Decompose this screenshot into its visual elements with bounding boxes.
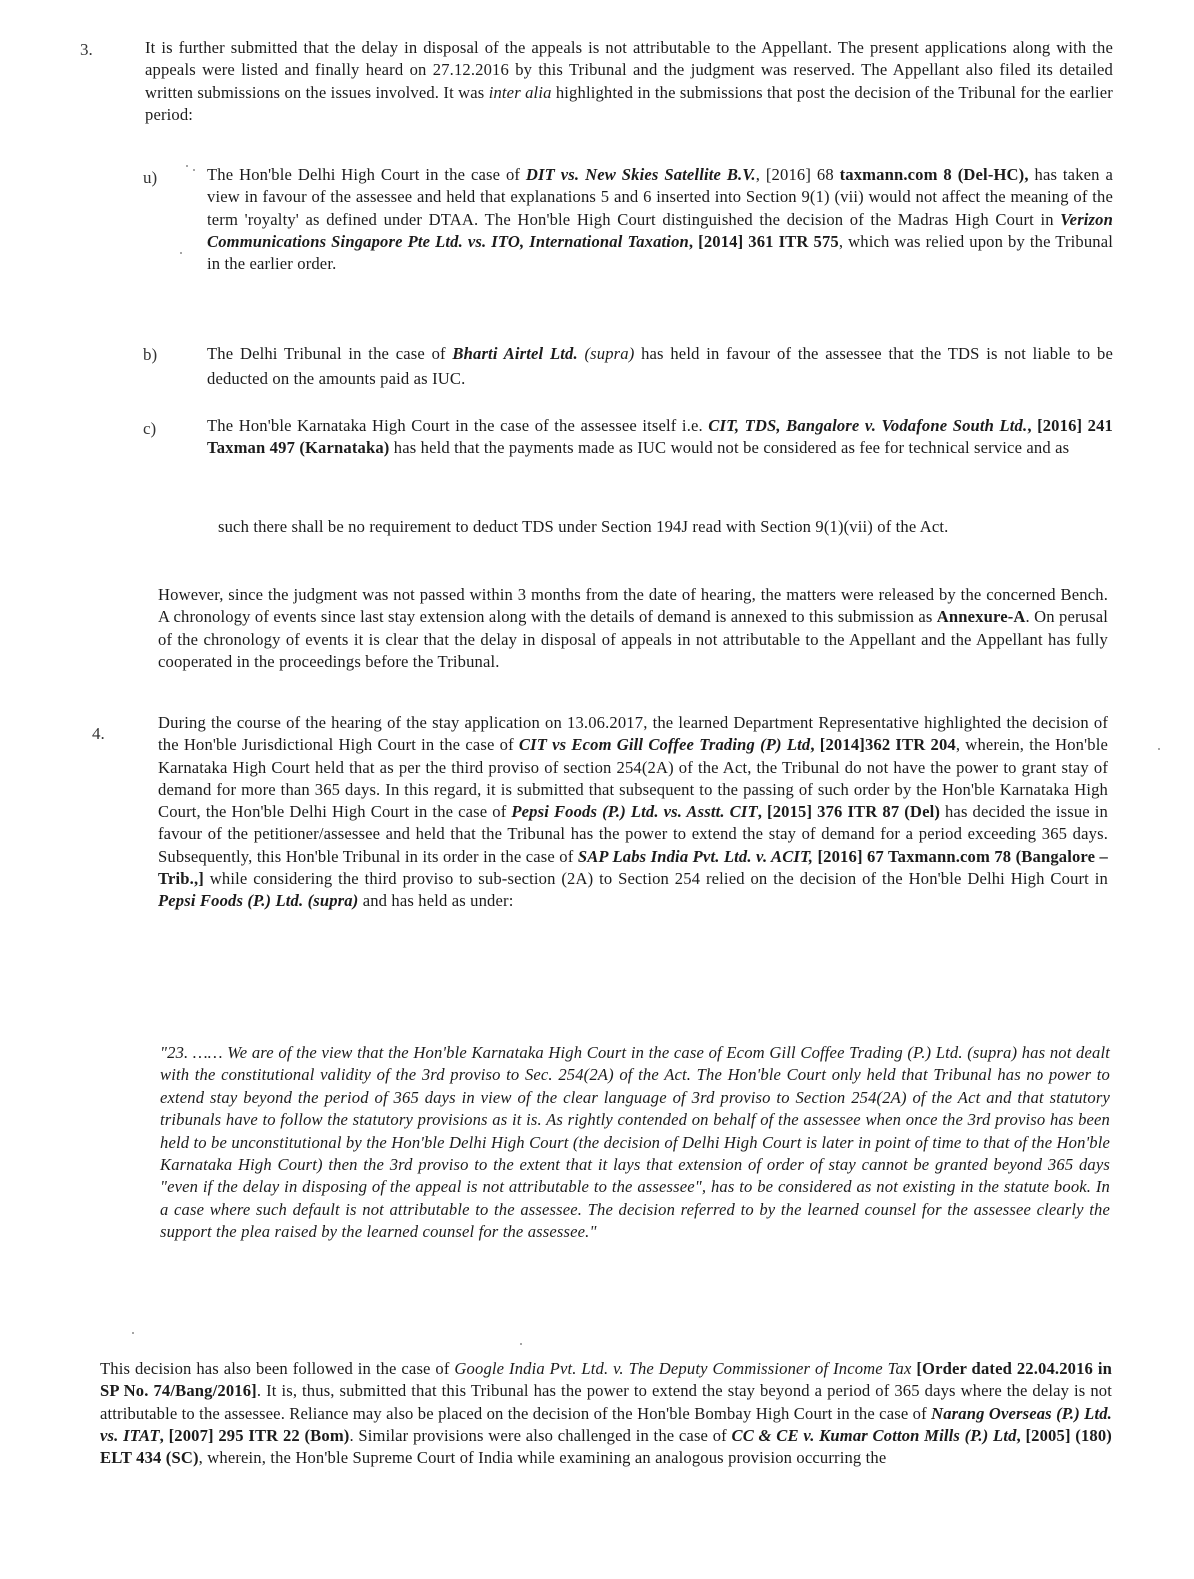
body-text: . On perusal of the chronology of events it is clear that the delay in disposal of appeals in not attributable to the Appellant and the Appellant has fully cooperated in the proceedings before the Tribunal. xyxy=(158,607,1108,671)
body-text: and has held as under: xyxy=(358,891,514,911)
citation-text: , [2014]362 ITR 204 xyxy=(810,735,956,755)
intro-text: It is further submitted that the delay in disposal of the appeals is not attributable to the Appellant. The present applications along with the appeals were listed and finally heard on 27.12.2016 by this Tribunal and the judgment was reserved. The Appellant also filed its detailed written submissions on the issues involved. It was xyxy=(145,38,1113,102)
citation-text: [Order dated 22.04.2016 in SP No. 74/Bang/2016] xyxy=(100,1359,1112,1401)
citation-text: Narang Overseas (P.) Ltd. vs. ITAT xyxy=(100,1403,1112,1445)
body-text: The Hon'ble Karnataka High Court in the case of the assessee itself i.e. xyxy=(207,416,709,435)
citation-text: (supra) xyxy=(303,891,359,911)
paragraph-number-3: 3. xyxy=(80,40,93,59)
scan-speck xyxy=(1158,748,1160,750)
item-marker-a: u) xyxy=(143,168,158,187)
body-text: However, since the judgment was not passed within 3 months from the date of hearing, the matters were released by the concerned Bench. A chronology of events since last stay extension along with the details of demand is annexed to this submission as xyxy=(158,585,1108,627)
scan-speck xyxy=(193,169,195,171)
citation-text: taxmann.com 8 (Del-HC), xyxy=(839,165,1029,184)
continuation-text: such there shall be no requirement to deduct TDS under Section 194J read with Section 9(1)(vii) of the Act. xyxy=(218,517,949,536)
citation-text: , [2015] 376 ITR 87 (Del) xyxy=(757,802,941,822)
body-text: , wherein, the Hon'ble Karnataka High Court held that as per the third proviso of section 254(2A) of the Act, the Tribunal do not have the power to grant stay of demand for more than 365 days. In this regard, it is submitted that subsequent to the passing of such order by the Hon'ble Karnataka High Court, the Hon'ble Delhi High Court in the case of xyxy=(158,735,1108,822)
body-text: . It is, thus, submitted that this Tribunal has the power to extend the stay beyond a period of 365 days where the delay is not attributable to the assessee. Reliance may also be placed on the decision of the Hon'ble Bombay High Court in the case of xyxy=(100,1381,1113,1423)
citation-text: , [2016] 241 Taxman 497 (Karnataka) xyxy=(207,416,1113,458)
list-item-c xyxy=(207,415,1113,460)
body-text: , [2016] 68 xyxy=(755,165,840,184)
citation-text: SAP Labs India Pvt. Ltd. v. ACIT, xyxy=(577,846,814,866)
paragraph-3-intro xyxy=(145,37,1113,126)
paragraph-4-body xyxy=(158,712,1108,913)
body-text: has held in favour of the assessee that the TDS is not liable to be deducted on the amounts paid as IUC. xyxy=(207,344,1113,388)
citation-text: CIT, TDS, Bangalore v. Vodafone South Ltd. xyxy=(708,416,1028,435)
inter-alia: inter alia xyxy=(488,82,552,102)
citation-text: Annexure-A xyxy=(936,607,1026,627)
list-item-b xyxy=(207,341,1113,391)
list-item-c-continuation xyxy=(218,513,1108,541)
scan-speck xyxy=(520,1343,522,1345)
citation-text: CIT vs Ecom Gill Coffee Trading (P) Ltd xyxy=(518,735,811,755)
citation-text: Bharti Airtel Ltd. xyxy=(452,344,578,363)
list-item-a xyxy=(207,164,1113,275)
item-marker-c: c) xyxy=(143,419,157,438)
body-text: has decided the issue in favour of the petitioner/assessee and held that the Tribunal has the power to extend the stay of demand for a period exceeding 365 days. Subsequently, this Hon'ble Tribunal in its order in the case of xyxy=(158,802,1108,866)
citation-text: Google India Pvt. Ltd. v. The Deputy Commissioner of Income Tax xyxy=(454,1359,912,1378)
body-text: , which was relied upon by the Tribunal in the earlier order. xyxy=(207,231,1114,274)
body-text: The Delhi Tribunal in the case of xyxy=(207,344,453,363)
body-text: , wherein, the Hon'ble Supreme Court of India while examining an analogous provision occurring the xyxy=(198,1448,887,1468)
body-text: During the course of the hearing of the stay application on 13.06.2017, the learned Department Representative highlighted the decision of the Hon'ble Jurisdictional High Court in the case of xyxy=(158,713,1108,755)
paragraph-4-closing xyxy=(100,1358,1112,1469)
citation-text: (supra) xyxy=(577,344,635,363)
body-text: has held that the payments made as IUC would not be considered as fee for technical service and as xyxy=(389,438,1070,458)
body-text: while considering the third proviso to sub-section (2A) to Section 254 relied on the decision of the Hon'ble Delhi High Court in xyxy=(203,869,1108,889)
quote-text: "23. …… We are of the view that the Hon'ble Karnataka High Court in the case of Ecom Gill Coffee Trading (P.) Ltd. (supra) has not dealt with the constitutional validity of the 3rd proviso to Sec. 254(2A) of the Act. The Hon'ble Court only held that Tribunal has no power to extend stay beyond the period of 365 days in view of the clear language of 3rd proviso to Section 254(2A) of the Act and that statutory tribunals have to follow the statutory provisions as it is. As rightly contended on behalf of the assessee when once the 3rd proviso has been held to be unconstitutional by the Hon'ble Delhi High Court (the decision of Delhi High Court is later in point of time to that of the Hon'ble Karnataka High Court) then the 3rd proviso to the extent that it lays that extension of order of stay cannot be granted beyond 365 days "even if the delay in disposing of the appeal is not attributable to the assessee", has to be considered as not existing in the statute book. In a case where such default is not attributable to the assessee. The decision referred to by the learned counsel for the assessee clearly the support the plea raised by the learned counsel for the assessee." xyxy=(160,1043,1110,1242)
citation-text: DIT vs. New Skies Satellite B.V. xyxy=(525,165,756,184)
citation-text: , [2007] 295 ITR 22 (Bom) xyxy=(159,1425,350,1445)
citation-text: , [2005] (180) ELT 434 (SC) xyxy=(100,1425,1112,1468)
citation-text: CC & CE v. Kumar Cotton Mills (P.) Ltd xyxy=(731,1425,1017,1445)
citation-text: , [2014] 361 ITR 575 xyxy=(688,231,839,251)
scan-speck xyxy=(132,1332,134,1334)
paragraph-number-4: 4. xyxy=(92,724,105,743)
paragraph-3-closing xyxy=(158,584,1108,673)
body-text: has taken a view in favour of the assessee and held that explanations 5 and 6 inserted into Section 9(1) (vii) would not affect the meaning of the term 'royalty' as defined under DTAA. The Hon'ble High Court distinguished the decision of the Madras High Court in xyxy=(207,165,1113,229)
body-text: This decision has also been followed in the case of xyxy=(100,1359,455,1378)
citation-text: Pepsi Foods (P.) Ltd. vs. Asstt. CIT xyxy=(511,802,758,822)
scan-speck xyxy=(180,252,182,254)
item-marker-b: b) xyxy=(143,345,158,364)
body-text: . Similar provisions were also challenged in the case of xyxy=(349,1425,732,1445)
citation-text: Verizon Communications Singapore Pte Ltd. vs. ITO, International Taxation xyxy=(207,209,1113,251)
citation-text: Pepsi Foods (P.) Ltd. xyxy=(158,891,304,911)
intro-text-end: highlighted in the submissions that post the decision of the Tribunal for the earlier period: xyxy=(145,82,1113,124)
quoted-judgment xyxy=(160,1042,1110,1244)
citation-text: [2016] 67 Taxmann.com 78 (Bangalore –Trib.,] xyxy=(158,846,1108,889)
scan-speck xyxy=(186,165,188,167)
body-text: The Hon'ble Delhi High Court in the case of xyxy=(207,165,526,184)
